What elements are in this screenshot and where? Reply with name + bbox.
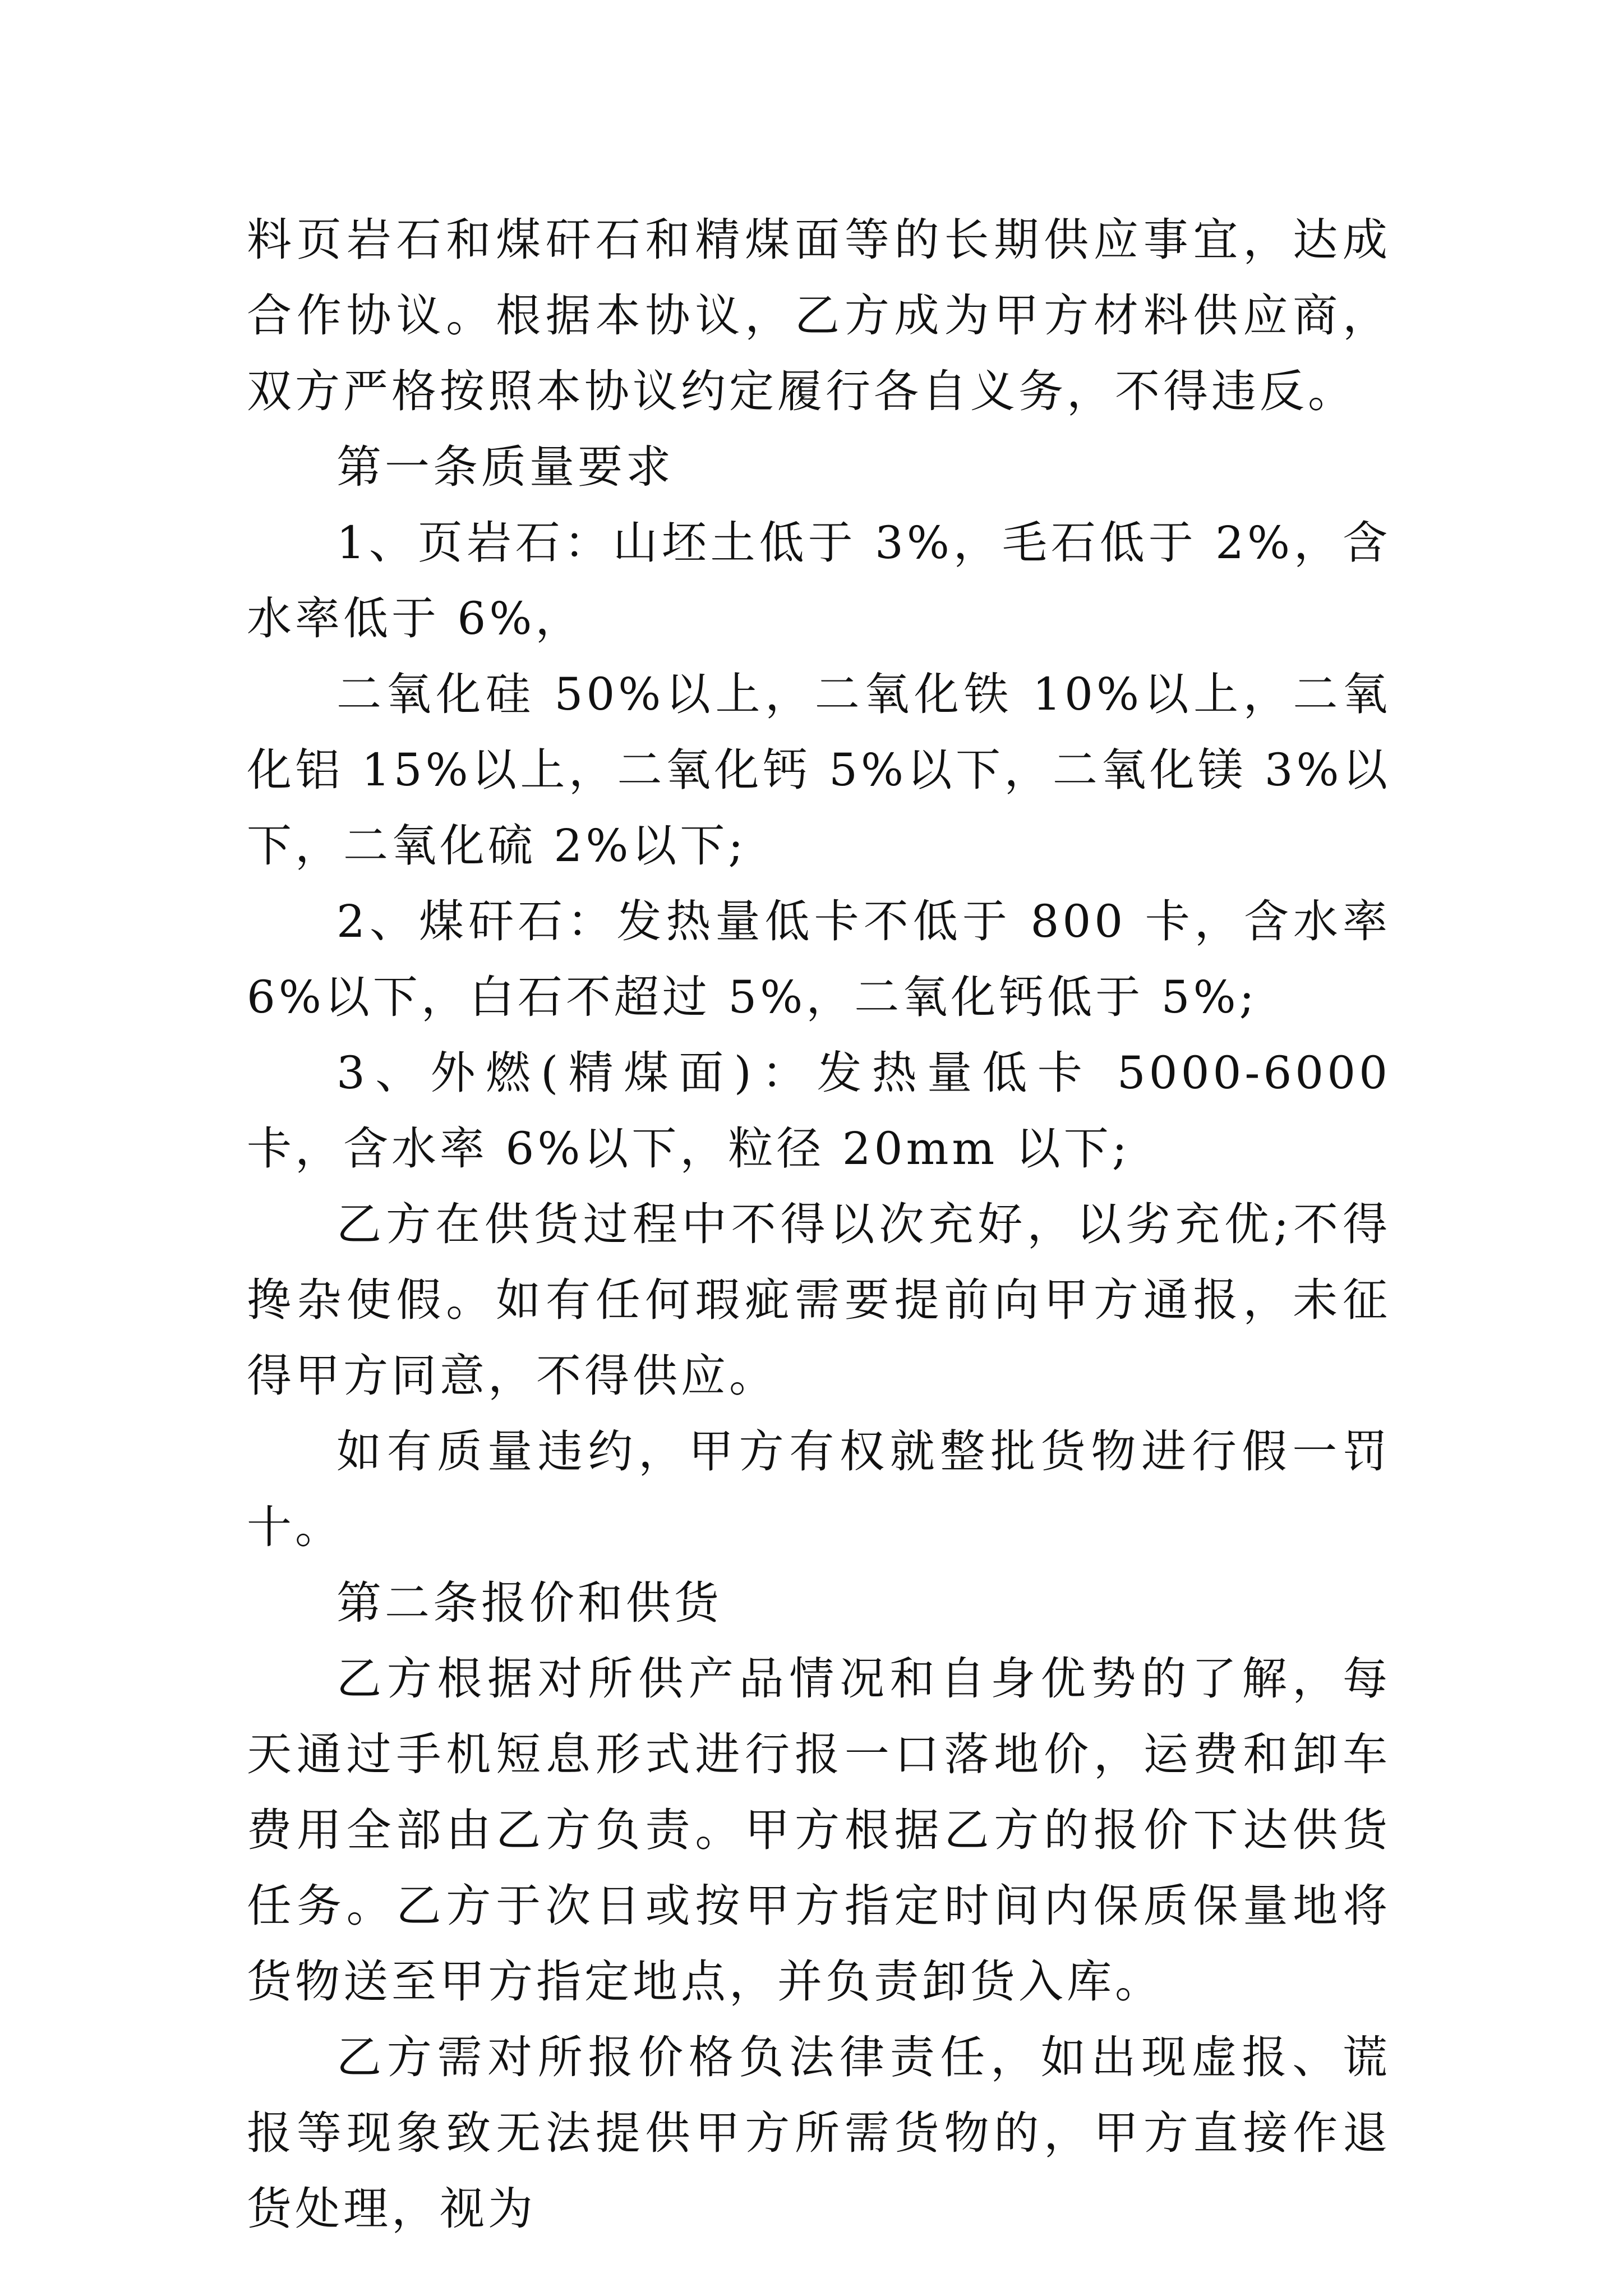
paragraph-intro: 料页岩石和煤矸石和精煤面等的长期供应事宜，达成合作协议。根据本协议，乙方成为甲方材料供应商，双方严格按照本协议约定履行各自义务，不得违反。: [247, 214, 1391, 417]
paragraph-price-liability: 乙方需对所报价格负法律责任，如出现虚报、谎报等现象致无法提供甲方所需货物的，甲方直接作退货处理，视为: [247, 2031, 1391, 2235]
paragraph-oxides: 二氧化硅 50%以上，二氧化铁 10%以上，二氧化铝 15%以上，二氧化钙 5%以下，二氧化镁 3%以下，二氧化硫 2%以下;: [247, 668, 1391, 872]
paragraph-fine-coal: 3、外燃(精煤面)：发热量低卡 5000-6000 卡，含水率 6%以下，粒径 20mm 以下;: [247, 1047, 1391, 1175]
paragraph-no-adulteration: 乙方在供货过程中不得以次充好，以劣充优;不得搀杂使假。如有任何瑕疵需要提前向甲方通报，未征得甲方同意，不得供应。: [247, 1198, 1391, 1402]
section-heading-quotation: 第二条报价和供货: [336, 1577, 722, 1629]
paragraph-quality-penalty: 如有质量违约，甲方有权就整批货物进行假一罚十。: [247, 1425, 1391, 1553]
section-heading-quality: 第一条质量要求: [336, 441, 674, 493]
paragraph-shale: 1、页岩石：山坯土低于 3%，毛石低于 2%，含水率低于 6%，: [247, 517, 1391, 645]
paragraph-quotation: 乙方根据对所供产品情况和自身优势的了解，每天通过手机短息形式进行报一口落地价，运费和卸车费用全部由乙方负责。甲方根据乙方的报价下达供货任务。乙方于次日或按甲方指定时间内保质保量地将货物送至甲方指定地点，并负责卸货入库。: [247, 1653, 1391, 2008]
document-body: [247, 202, 1391, 2247]
paragraph-coal-gangue: 2、煤矸石：发热量低卡不低于 800 卡，含水率 6%以下，白石不超过 5%，二氧化钙低于 5%;: [247, 895, 1391, 1023]
